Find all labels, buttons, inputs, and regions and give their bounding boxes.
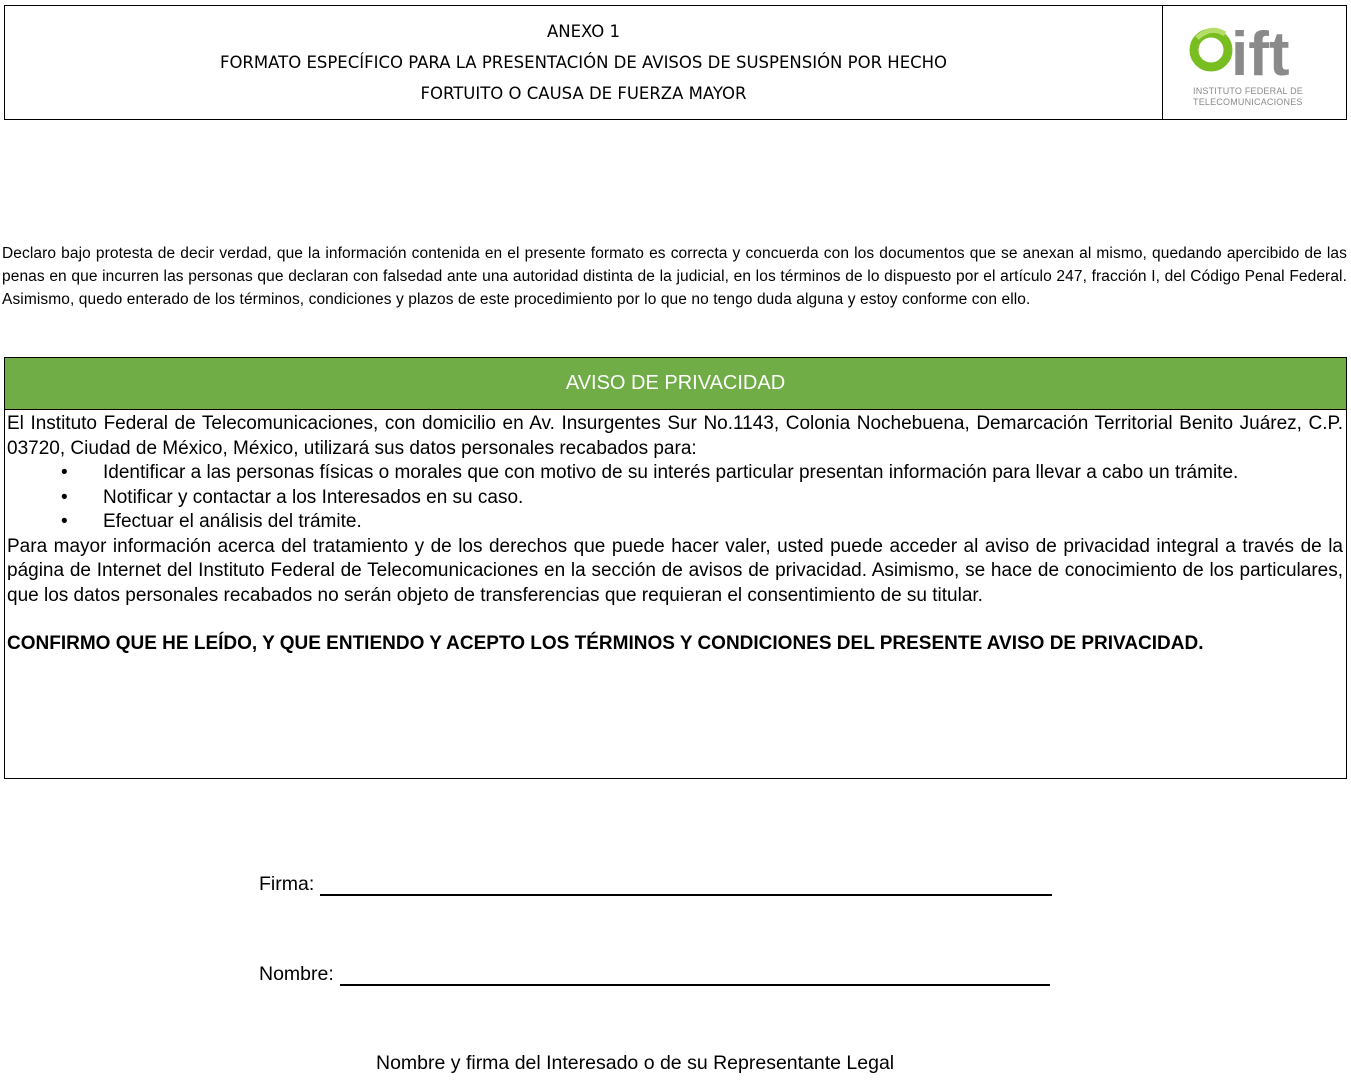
- privacy-intro: El Instituto Federal de Telecomunicaciones, con domicilio en Av. Insurgentes Sur No.1143, Colonia Nochebuena, Demarcación Territorial Benito Juárez, C.P. 03720, Ciudad de México, México, utilizará sus datos personales recabados para:: [7, 413, 1343, 459]
- form-title-line2: FORTUITO O CAUSA DE FUERZA MAYOR: [420, 84, 747, 103]
- logo-caption-line1: INSTITUTO FEDERAL DE: [1193, 86, 1304, 96]
- name-line[interactable]: [340, 964, 1050, 986]
- ift-logo-icon: [1189, 20, 1319, 84]
- header-title-block: [5, 6, 1163, 119]
- signature-row: [259, 873, 1052, 896]
- bullet-icon: •: [61, 511, 68, 532]
- name-row: [259, 963, 1050, 986]
- document-header: [4, 5, 1347, 120]
- firma-label: Firma:: [259, 873, 315, 895]
- logo-wordmark: ift: [1231, 20, 1290, 84]
- bullet-icon: •: [61, 462, 68, 483]
- list-item: • Efectuar el análisis del trámite.: [7, 510, 1343, 535]
- privacy-confirmation: CONFIRMO QUE HE LEÍDO, Y QUE ENTIENDO Y ACEPTO LOS TÉRMINOS Y CONDICIONES DEL PRESENTE AVISO DE PRIVACIDAD.: [7, 633, 1204, 654]
- logo-caption-line2: TELECOMUNICACIONES: [1193, 97, 1303, 107]
- bullet-icon: •: [61, 486, 68, 508]
- privacy-notice-body: [5, 410, 1346, 657]
- form-title-line1: FORMATO ESPECÍFICO PARA LA PRESENTACIÓN DE AVISOS DE SUSPENSIÓN POR HECHO: [219, 53, 948, 72]
- nombre-label: Nombre:: [259, 963, 334, 985]
- privacy-notice-title: AVISO DE PRIVACIDAD: [5, 358, 1346, 410]
- signature-line[interactable]: [320, 874, 1052, 896]
- annex-label: ANEXO 1: [546, 22, 621, 41]
- declaration-paragraph: Declaro bajo protesta de decir verdad, que la información contenida en el presente formato es correcta y concuerda con los documentos que se anexan al mismo, quedando apercibido de las penas en que incurren las personas que declaran con falsedad ante una autoridad distinta de la judicial, en los términos de lo dispuesto por el artículo 247, fracción I, del Código Penal Federal. Asimismo, quedo enterado de los términos, condiciones y plazos de este procedimiento por lo que no tengo duda alguna y estoy conforme con ello.: [2, 245, 1347, 308]
- list-item: • Notificar y contactar a los Interesados en su caso.: [7, 486, 1343, 511]
- signature-caption: Nombre y firma del Interesado o de su Representante Legal: [376, 1052, 895, 1074]
- privacy-notice: [4, 357, 1347, 779]
- logo-caption: [1193, 86, 1303, 108]
- ift-logo: [1163, 6, 1346, 119]
- privacy-purpose-list: [7, 461, 1343, 535]
- privacy-more-info: Para mayor información acerca del tratamiento y de los derechos que puede hacer valer, usted puede acceder al aviso de privacidad integral a través de la página de Internet del Instituto Federal de Telecomunicaciones en la sección de avisos de privacidad. Asimismo, se hace de conocimiento de los particulares, que los datos personales recabados no serán objeto de transferencias que requieran el consentimiento de su titular.: [7, 535, 1343, 606]
- list-item: • Identificar a las personas físicas o morales que con motivo de su interés particular presentan información para llevar a cabo un trámite.: [7, 461, 1343, 486]
